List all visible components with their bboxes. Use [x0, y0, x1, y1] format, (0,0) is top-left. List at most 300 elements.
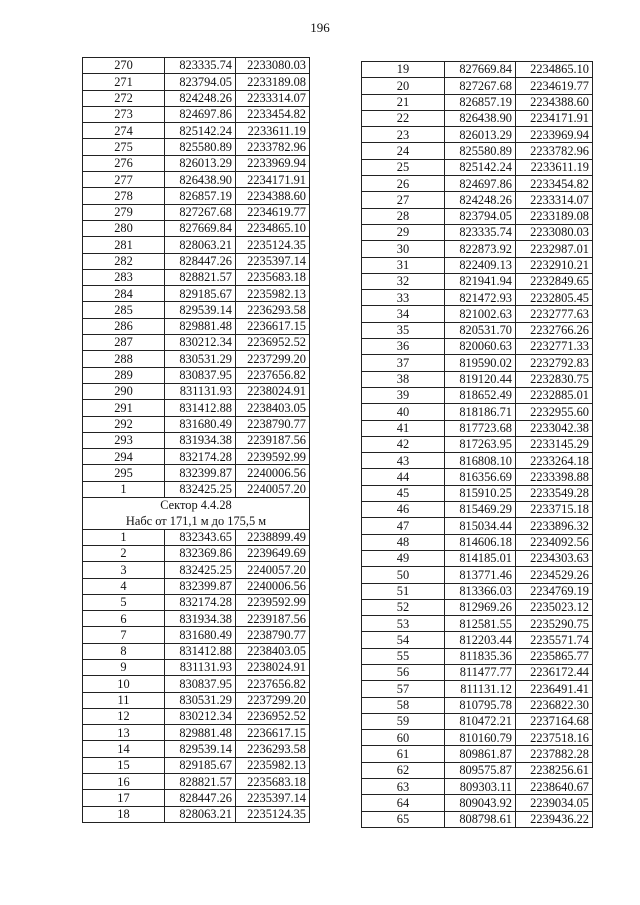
table-row	[362, 762, 593, 778]
point-number-cell: 46	[362, 502, 445, 518]
x-coordinate-cell: 812969.26	[445, 599, 516, 615]
x-coordinate-cell: 830531.29	[165, 692, 236, 708]
y-coordinate-cell: 2236172.44	[516, 664, 593, 680]
y-coordinate-cell: 2239187.56	[236, 611, 310, 627]
x-coordinate-cell: 822409.13	[445, 257, 516, 273]
x-coordinate-cell: 821941.94	[445, 273, 516, 289]
point-number-cell: 14	[83, 741, 165, 757]
table-row	[362, 534, 593, 550]
y-coordinate-cell: 2235124.35	[236, 237, 310, 253]
x-coordinate-cell: 819590.02	[445, 355, 516, 371]
point-number-cell: 11	[83, 692, 165, 708]
x-coordinate-cell: 826013.29	[165, 155, 236, 171]
y-coordinate-cell: 2239592.99	[236, 594, 310, 610]
x-coordinate-cell: 809043.92	[445, 795, 516, 811]
point-number-cell: 7	[83, 627, 165, 643]
y-coordinate-cell: 2239592.99	[236, 449, 310, 465]
y-coordinate-cell: 2235124.35	[236, 806, 310, 822]
x-coordinate-cell: 811835.36	[445, 648, 516, 664]
x-coordinate-cell: 824697.86	[445, 176, 516, 192]
table-row	[83, 562, 310, 578]
x-coordinate-cell: 828821.57	[165, 269, 236, 285]
x-coordinate-cell: 831680.49	[165, 416, 236, 432]
table-row	[362, 730, 593, 746]
point-number-cell: 276	[83, 155, 165, 171]
y-coordinate-cell: 2237656.82	[236, 367, 310, 383]
x-coordinate-cell: 829185.67	[165, 757, 236, 773]
point-number-cell: 47	[362, 518, 445, 534]
y-coordinate-cell: 2232777.63	[516, 306, 593, 322]
table-row	[362, 257, 593, 273]
point-number-cell: 61	[362, 746, 445, 762]
table-row	[362, 387, 593, 403]
point-number-cell: 38	[362, 371, 445, 387]
x-coordinate-cell: 815910.25	[445, 485, 516, 501]
x-coordinate-cell: 831412.88	[165, 400, 236, 416]
y-coordinate-cell: 2234865.10	[516, 62, 593, 78]
table-row	[83, 351, 310, 367]
y-coordinate-cell: 2236293.58	[236, 741, 310, 757]
table-row	[362, 110, 593, 126]
table-row	[362, 567, 593, 583]
point-number-cell: 42	[362, 436, 445, 452]
table-row	[362, 811, 593, 827]
x-coordinate-cell: 831131.93	[165, 659, 236, 675]
y-coordinate-cell: 2233896.32	[516, 518, 593, 534]
table-row	[362, 632, 593, 648]
x-coordinate-cell: 831131.93	[165, 383, 236, 399]
point-number-cell: 43	[362, 453, 445, 469]
x-coordinate-cell: 813366.03	[445, 583, 516, 599]
table-row	[362, 78, 593, 94]
table-row	[362, 62, 593, 78]
y-coordinate-cell: 2240057.20	[236, 562, 310, 578]
point-number-cell: 62	[362, 762, 445, 778]
table-row	[362, 208, 593, 224]
table-row	[83, 253, 310, 269]
table-row	[83, 139, 310, 155]
y-coordinate-cell: 2232910.21	[516, 257, 593, 273]
x-coordinate-cell: 829185.67	[165, 286, 236, 302]
y-coordinate-cell: 2237656.82	[236, 676, 310, 692]
x-coordinate-cell: 831934.38	[165, 611, 236, 627]
point-number-cell: 281	[83, 237, 165, 253]
table-row	[83, 367, 310, 383]
table-row	[362, 664, 593, 680]
x-coordinate-cell: 819120.44	[445, 371, 516, 387]
point-number-cell: 34	[362, 306, 445, 322]
table-row	[83, 416, 310, 432]
table-row	[83, 302, 310, 318]
x-coordinate-cell: 830837.95	[165, 676, 236, 692]
y-coordinate-cell: 2240006.56	[236, 465, 310, 481]
table-row	[362, 273, 593, 289]
y-coordinate-cell: 2233715.18	[516, 502, 593, 518]
table-row	[362, 306, 593, 322]
x-coordinate-cell: 830837.95	[165, 367, 236, 383]
point-number-cell: 52	[362, 599, 445, 615]
table-row	[83, 643, 310, 659]
x-coordinate-cell: 809575.87	[445, 762, 516, 778]
y-coordinate-cell: 2232885.01	[516, 387, 593, 403]
table-row	[83, 188, 310, 204]
point-number-cell: 9	[83, 659, 165, 675]
point-number-cell: 2	[83, 545, 165, 561]
point-number-cell: 293	[83, 432, 165, 448]
right-coordinates-table	[361, 61, 593, 828]
table-row	[83, 692, 310, 708]
y-coordinate-cell: 2240006.56	[236, 578, 310, 594]
table-row	[83, 155, 310, 171]
y-coordinate-cell: 2239187.56	[236, 432, 310, 448]
y-coordinate-cell: 2238403.05	[236, 400, 310, 416]
point-number-cell: 23	[362, 127, 445, 143]
y-coordinate-cell: 2233080.03	[516, 224, 593, 240]
y-coordinate-cell: 2237164.68	[516, 713, 593, 729]
y-coordinate-cell: 2238256.61	[516, 762, 593, 778]
point-number-cell: 36	[362, 339, 445, 355]
x-coordinate-cell: 825142.24	[165, 123, 236, 139]
point-number-cell: 27	[362, 192, 445, 208]
point-number-cell: 277	[83, 172, 165, 188]
x-coordinate-cell: 826438.90	[165, 172, 236, 188]
point-number-cell: 6	[83, 611, 165, 627]
y-coordinate-cell: 2233454.82	[236, 106, 310, 122]
x-coordinate-cell: 831934.38	[165, 432, 236, 448]
point-number-cell: 282	[83, 253, 165, 269]
table-row	[83, 529, 310, 545]
x-coordinate-cell: 829881.48	[165, 318, 236, 334]
point-number-cell: 54	[362, 632, 445, 648]
point-number-cell: 50	[362, 567, 445, 583]
y-coordinate-cell: 2233042.38	[516, 420, 593, 436]
point-number-cell: 8	[83, 643, 165, 659]
x-coordinate-cell: 827267.68	[445, 78, 516, 94]
x-coordinate-cell: 830531.29	[165, 351, 236, 367]
sector-title-row	[83, 498, 310, 514]
table-row	[362, 795, 593, 811]
table-row	[362, 697, 593, 713]
point-number-cell: 272	[83, 90, 165, 106]
y-coordinate-cell: 2232766.26	[516, 322, 593, 338]
table-row	[362, 485, 593, 501]
y-coordinate-cell: 2239649.69	[236, 545, 310, 561]
y-coordinate-cell: 2232805.45	[516, 290, 593, 306]
point-number-cell: 295	[83, 465, 165, 481]
point-number-cell: 24	[362, 143, 445, 159]
y-coordinate-cell: 2233314.07	[236, 90, 310, 106]
y-coordinate-cell: 2234388.60	[516, 94, 593, 110]
x-coordinate-cell: 808798.61	[445, 811, 516, 827]
point-number-cell: 18	[83, 806, 165, 822]
table-row	[83, 74, 310, 90]
y-coordinate-cell: 2237299.20	[236, 692, 310, 708]
point-number-cell: 1	[83, 481, 165, 497]
point-number-cell: 289	[83, 367, 165, 383]
table-row	[83, 708, 310, 724]
y-coordinate-cell: 2233611.19	[516, 159, 593, 175]
point-number-cell: 19	[362, 62, 445, 78]
table-row	[83, 806, 310, 822]
y-coordinate-cell: 2233969.94	[236, 155, 310, 171]
table-row	[362, 469, 593, 485]
point-number-cell: 285	[83, 302, 165, 318]
table-row	[83, 400, 310, 416]
point-number-cell: 12	[83, 708, 165, 724]
y-coordinate-cell: 2234171.91	[516, 110, 593, 126]
point-number-cell: 40	[362, 404, 445, 420]
point-number-cell: 60	[362, 730, 445, 746]
x-coordinate-cell: 832369.86	[165, 545, 236, 561]
y-coordinate-cell: 2236617.15	[236, 318, 310, 334]
point-number-cell: 45	[362, 485, 445, 501]
y-coordinate-cell: 2238790.77	[236, 416, 310, 432]
x-coordinate-cell: 824697.86	[165, 106, 236, 122]
table-row	[362, 746, 593, 762]
x-coordinate-cell: 816356.69	[445, 469, 516, 485]
point-number-cell: 1	[83, 529, 165, 545]
table-row	[362, 322, 593, 338]
point-number-cell: 17	[83, 790, 165, 806]
x-coordinate-cell: 829539.14	[165, 741, 236, 757]
y-coordinate-cell: 2236293.58	[236, 302, 310, 318]
point-number-cell: 56	[362, 664, 445, 680]
x-coordinate-cell: 826013.29	[445, 127, 516, 143]
point-number-cell: 44	[362, 469, 445, 485]
table-row	[83, 204, 310, 220]
x-coordinate-cell: 832174.28	[165, 594, 236, 610]
y-coordinate-cell: 2236822.30	[516, 697, 593, 713]
y-coordinate-cell: 2233080.03	[236, 58, 310, 74]
point-number-cell: 16	[83, 774, 165, 790]
point-number-cell: 10	[83, 676, 165, 692]
table-row	[362, 159, 593, 175]
table-row	[83, 757, 310, 773]
y-coordinate-cell: 2235023.12	[516, 599, 593, 615]
point-number-cell: 278	[83, 188, 165, 204]
table-row	[362, 599, 593, 615]
x-coordinate-cell: 823794.05	[165, 74, 236, 90]
table-row	[362, 453, 593, 469]
point-number-cell: 29	[362, 224, 445, 240]
y-coordinate-cell: 2233314.07	[516, 192, 593, 208]
table-row	[83, 578, 310, 594]
table-row	[83, 465, 310, 481]
x-coordinate-cell: 812581.55	[445, 616, 516, 632]
y-coordinate-cell: 2233398.88	[516, 469, 593, 485]
y-coordinate-cell: 2235683.18	[236, 269, 310, 285]
point-number-cell: 49	[362, 550, 445, 566]
table-row	[362, 420, 593, 436]
table-row	[362, 779, 593, 795]
point-number-cell: 39	[362, 387, 445, 403]
point-number-cell: 275	[83, 139, 165, 155]
table-row	[83, 725, 310, 741]
point-number-cell: 21	[362, 94, 445, 110]
x-coordinate-cell: 832399.87	[165, 578, 236, 594]
point-number-cell: 287	[83, 335, 165, 351]
point-number-cell: 30	[362, 241, 445, 257]
point-number-cell: 291	[83, 400, 165, 416]
table-row	[362, 502, 593, 518]
x-coordinate-cell: 832425.25	[165, 562, 236, 578]
point-number-cell: 26	[362, 176, 445, 192]
x-coordinate-cell: 818652.49	[445, 387, 516, 403]
y-coordinate-cell: 2233454.82	[516, 176, 593, 192]
y-coordinate-cell: 2232849.65	[516, 273, 593, 289]
table-row	[83, 627, 310, 643]
sector-subtitle: Набс от 171,1 м до 175,5 м	[83, 513, 310, 529]
point-number-cell: 5	[83, 594, 165, 610]
y-coordinate-cell: 2237518.16	[516, 730, 593, 746]
table-row	[83, 449, 310, 465]
point-number-cell: 64	[362, 795, 445, 811]
point-number-cell: 33	[362, 290, 445, 306]
table-row	[83, 172, 310, 188]
y-coordinate-cell: 2236952.52	[236, 335, 310, 351]
point-number-cell: 270	[83, 58, 165, 74]
table-row	[362, 355, 593, 371]
x-coordinate-cell: 831412.88	[165, 643, 236, 659]
x-coordinate-cell: 828447.26	[165, 790, 236, 806]
table-row	[362, 143, 593, 159]
point-number-cell: 292	[83, 416, 165, 432]
y-coordinate-cell: 2234388.60	[236, 188, 310, 204]
y-coordinate-cell: 2236491.41	[516, 681, 593, 697]
x-coordinate-cell: 810472.21	[445, 713, 516, 729]
y-coordinate-cell: 2235982.13	[236, 757, 310, 773]
y-coordinate-cell: 2233782.96	[236, 139, 310, 155]
x-coordinate-cell: 815469.29	[445, 502, 516, 518]
point-number-cell: 273	[83, 106, 165, 122]
point-number-cell: 37	[362, 355, 445, 371]
table-row	[83, 383, 310, 399]
point-number-cell: 35	[362, 322, 445, 338]
point-number-cell: 290	[83, 383, 165, 399]
x-coordinate-cell: 820531.70	[445, 322, 516, 338]
sector-title: Сектор 4.4.28	[83, 498, 310, 514]
table-row	[83, 58, 310, 74]
point-number-cell: 51	[362, 583, 445, 599]
x-coordinate-cell: 817723.68	[445, 420, 516, 436]
y-coordinate-cell: 2233782.96	[516, 143, 593, 159]
y-coordinate-cell: 2237882.28	[516, 746, 593, 762]
point-number-cell: 41	[362, 420, 445, 436]
y-coordinate-cell: 2235865.77	[516, 648, 593, 664]
x-coordinate-cell: 821472.93	[445, 290, 516, 306]
y-coordinate-cell: 2233189.08	[516, 208, 593, 224]
table-row	[83, 545, 310, 561]
point-number-cell: 271	[83, 74, 165, 90]
table-row	[362, 616, 593, 632]
x-coordinate-cell: 829539.14	[165, 302, 236, 318]
table-row	[83, 774, 310, 790]
y-coordinate-cell: 2233611.19	[236, 123, 310, 139]
y-coordinate-cell: 2238403.05	[236, 643, 310, 659]
table-row	[362, 518, 593, 534]
page-number: 196	[310, 20, 330, 35]
table-row	[83, 335, 310, 351]
table-row	[83, 432, 310, 448]
point-number-cell: 279	[83, 204, 165, 220]
table-row	[83, 269, 310, 285]
x-coordinate-cell: 823335.74	[445, 224, 516, 240]
y-coordinate-cell: 2234619.77	[236, 204, 310, 220]
y-coordinate-cell: 2232771.33	[516, 339, 593, 355]
x-coordinate-cell: 827669.84	[445, 62, 516, 78]
x-coordinate-cell: 829881.48	[165, 725, 236, 741]
point-number-cell: 65	[362, 811, 445, 827]
table-row	[83, 790, 310, 806]
y-coordinate-cell: 2233549.28	[516, 485, 593, 501]
table-row	[83, 106, 310, 122]
x-coordinate-cell: 812203.44	[445, 632, 516, 648]
table-row	[83, 481, 310, 497]
table-row	[362, 94, 593, 110]
y-coordinate-cell: 2234303.63	[516, 550, 593, 566]
y-coordinate-cell: 2237299.20	[236, 351, 310, 367]
y-coordinate-cell: 2238024.91	[236, 659, 310, 675]
table-row	[362, 176, 593, 192]
point-number-cell: 274	[83, 123, 165, 139]
y-coordinate-cell: 2232830.75	[516, 371, 593, 387]
point-number-cell: 31	[362, 257, 445, 273]
table-row	[83, 318, 310, 334]
point-number-cell: 294	[83, 449, 165, 465]
y-coordinate-cell: 2239034.05	[516, 795, 593, 811]
table-row	[83, 611, 310, 627]
x-coordinate-cell: 826438.90	[445, 110, 516, 126]
table-row	[362, 550, 593, 566]
sector-subtitle-row	[83, 513, 310, 529]
table-row	[362, 436, 593, 452]
x-coordinate-cell: 824248.26	[445, 192, 516, 208]
y-coordinate-cell: 2233264.18	[516, 453, 593, 469]
table-row	[362, 583, 593, 599]
x-coordinate-cell: 815034.44	[445, 518, 516, 534]
table-row	[83, 659, 310, 675]
point-number-cell: 3	[83, 562, 165, 578]
x-coordinate-cell: 830212.34	[165, 708, 236, 724]
x-coordinate-cell: 809861.87	[445, 746, 516, 762]
point-number-cell: 63	[362, 779, 445, 795]
x-coordinate-cell: 828063.21	[165, 806, 236, 822]
table-row	[362, 404, 593, 420]
point-number-cell: 53	[362, 616, 445, 632]
table-row	[362, 648, 593, 664]
table-row	[362, 371, 593, 387]
y-coordinate-cell: 2238790.77	[236, 627, 310, 643]
x-coordinate-cell: 832174.28	[165, 449, 236, 465]
y-coordinate-cell: 2238024.91	[236, 383, 310, 399]
x-coordinate-cell: 824248.26	[165, 90, 236, 106]
x-coordinate-cell: 811131.12	[445, 681, 516, 697]
point-number-cell: 25	[362, 159, 445, 175]
point-number-cell: 22	[362, 110, 445, 126]
x-coordinate-cell: 813771.46	[445, 567, 516, 583]
y-coordinate-cell: 2234769.19	[516, 583, 593, 599]
table-row	[362, 290, 593, 306]
table-row	[83, 676, 310, 692]
point-number-cell: 59	[362, 713, 445, 729]
x-coordinate-cell: 823335.74	[165, 58, 236, 74]
y-coordinate-cell: 2235290.75	[516, 616, 593, 632]
x-coordinate-cell: 817263.95	[445, 436, 516, 452]
point-number-cell: 286	[83, 318, 165, 334]
point-number-cell: 15	[83, 757, 165, 773]
point-number-cell: 13	[83, 725, 165, 741]
y-coordinate-cell: 2236617.15	[236, 725, 310, 741]
